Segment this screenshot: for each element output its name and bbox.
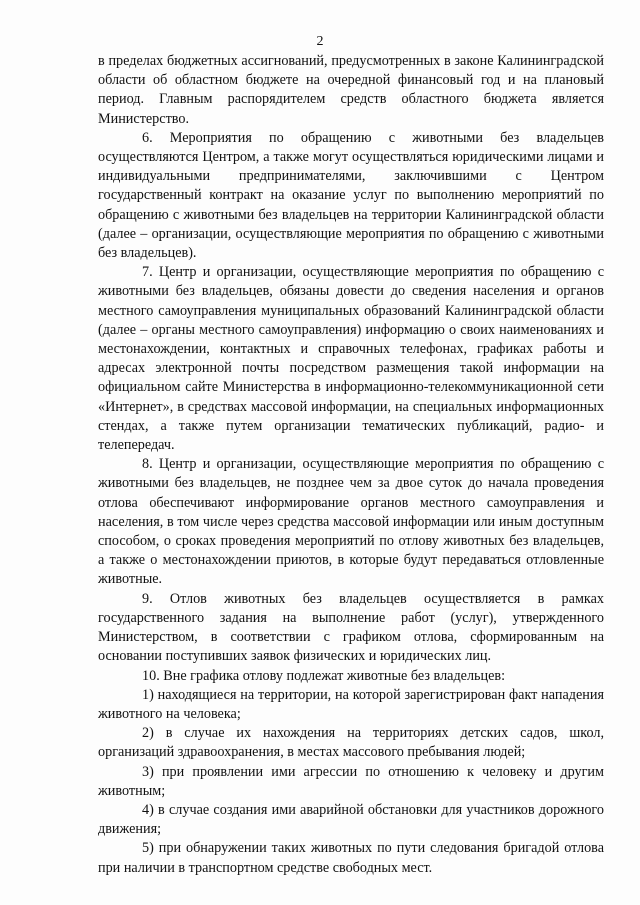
list-item-5: 5) при обнаружении таких животных по пути следования бригадой отлова при наличии в транспортном средстве свободных мест. xyxy=(98,840,604,876)
list-item-2: 2) в случае их нахождения на территориях детских садов, школ, организаций здравоохранения, в местах массового пребывания людей; xyxy=(98,725,604,761)
paragraph-6: 6. Мероприятия по обращению с животными без владельцев осуществляются Центром, а также могут осуществляться юридическими лицами и индивидуальными предпринимателями, заключившими с Центром государственный контракт на оказание услуг по выполнению мероприятий по обращению с животными без владельцев на территории Калининградской области (далее – организации, осуществляющие мероприятия по обращению с животными без владельцев). xyxy=(98,129,604,262)
list-item-3: 3) при проявлении ими агрессии по отношению к человеку и другим животным; xyxy=(98,763,604,799)
list-item-1: 1) находящиеся на территории, на которой зарегистрирован факт нападения животного на человека; xyxy=(98,686,604,722)
paragraph-10: 10. Вне графика отлову подлежат животные без владельцев: xyxy=(142,667,506,684)
paragraph-continuation: в пределах бюджетных ассигнований, предусмотренных в законе Калининградской области об областном бюджете на очередной финансовый год и на плановый период. Главным распорядителем средств областного бюджета является Министерство. xyxy=(98,53,604,127)
page-number: 2 xyxy=(316,34,324,49)
paragraph-7: 7. Центр и организации, осуществляющие мероприятия по обращению с животными без владельцев, обязаны довести до сведения населения и органов местного самоуправления муниципальных образований Калининградской области (далее – органы местного самоуправления) информацию о своих наименованиях и местонахождении, контактных и справочных телефонах, графиках работы и адресах электронной почты посредством размещения такой информации на официальном сайте Министерства в информационно-телекоммуникационной сети «Интернет», в средствах массовой информации, на специальных информационных стендах, а также путем организации тематических публикаций, радио- и телепередач. xyxy=(98,264,604,454)
paragraph-9: 9. Отлов животных без владельцев осуществляется в рамках государственного задания на выполнение работ (услуг), утвержденного Министерством, в соответствии с графиком отлова, сформированным на основании поступивших заявок физических и юридических лиц. xyxy=(98,590,604,665)
document-body xyxy=(98,52,604,878)
paragraph-8: 8. Центр и организации, осуществляющие мероприятия по обращению с животными без владельцев, не позднее чем за двое суток до начала проведения отлова обеспечивают информирование органов местного самоуправления и населения, в том числе через средства массовой информации или иным доступным способом, о сроках проведения мероприятий по отлову животных без владельцев, а также о местонахождении приютов, в которые будут передаваться отловленные животные. xyxy=(98,456,604,588)
list-item-4: 4) в случае создания ими аварийной обстановки для участников дорожного движения; xyxy=(98,801,604,838)
